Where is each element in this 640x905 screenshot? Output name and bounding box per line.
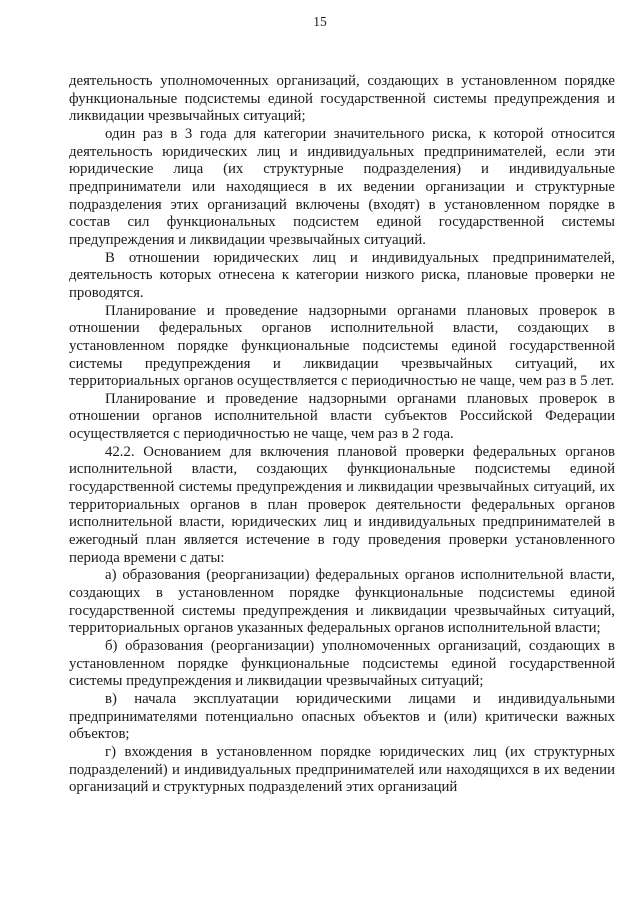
paragraph-list-item: а) образования (реорганизации) федеральных органов исполнительной власти, создающих в установленном порядке функциональные подсистемы единой государственной системы предупреждения и ликвидации чрезвычайных ситуаций, территориальных органов указанных федеральных органов исполнительной власти; (69, 567, 615, 637)
document-body (69, 73, 615, 797)
paragraph-list-item: б) образования (реорганизации) уполномоченных организаций, создающих в установленном порядке функциональные подсистемы единой государственной системы предупреждения и ликвидации чрезвычайных ситуаций; (69, 638, 615, 690)
paragraph: 42.2. Основанием для включения плановой проверки федеральных органов исполнительной власти, создающих функциональные подсистемы единой государственной системы предупреждения и ликвидации чрезвычайных ситуаций, их территориальных органов в план проверок деятельности федеральных органов исполнительной власти, юридических лиц и индивидуальных предпринимателей в ежегодный план является истечение в году проведения проверки установленного периода времени с даты: (69, 443, 615, 566)
paragraph-list-item: в) начала эксплуатации юридическими лицами и индивидуальными предпринимателями потенциально опасных объектов и (или) критически важных объектов; (69, 690, 615, 743)
paragraph-continuation: деятельность уполномоченных организаций, создающих в установленном порядке функциональные подсистемы единой государственной системы предупреждения и ликвидации чрезвычайных ситуаций; (69, 73, 615, 125)
paragraph: Планирование и проведение надзорными органами плановых проверок в отношении органов исполнительной власти субъектов Российской Федерации осуществляется с периодичностью не чаще, чем раз в 2 года. (69, 390, 615, 443)
paragraph-list-item: г) вхождения в установленном порядке юридических лиц (их структурных подразделений) и индивидуальных предпринимателей или находящихся в их ведении организаций и структурных подразделений этих организаций (69, 743, 615, 796)
paragraph: Планирование и проведение надзорными органами плановых проверок в отношении федеральных органов исполнительной власти, создающих в установленном порядке функциональные подсистемы единой государственной системы предупреждения и ликвидации чрезвычайных ситуаций, их территориальных органов осуществляется с периодичностью не чаще, чем раз в 5 лет. (69, 302, 615, 390)
paragraph: В отношении юридических лиц и индивидуальных предпринимателей, деятельность которых отнесена к категории низкого риска, плановые проверки не проводятся. (69, 249, 615, 301)
page-number: 15 (313, 14, 327, 29)
paragraph: один раз в 3 года для категории значительного риска, к которой относится деятельность юридических лиц и индивидуальных предпринимателей, если эти юридические лица (их структурные подразделения) и индивидуальные предприниматели или находящиеся в их ведении организации и структурные подразделения этих организаций включены (входят) в установленном порядке в состав сил функциональных подсистем единой государственной системы предупреждения и ликвидации чрезвычайных ситуаций. (69, 125, 615, 248)
